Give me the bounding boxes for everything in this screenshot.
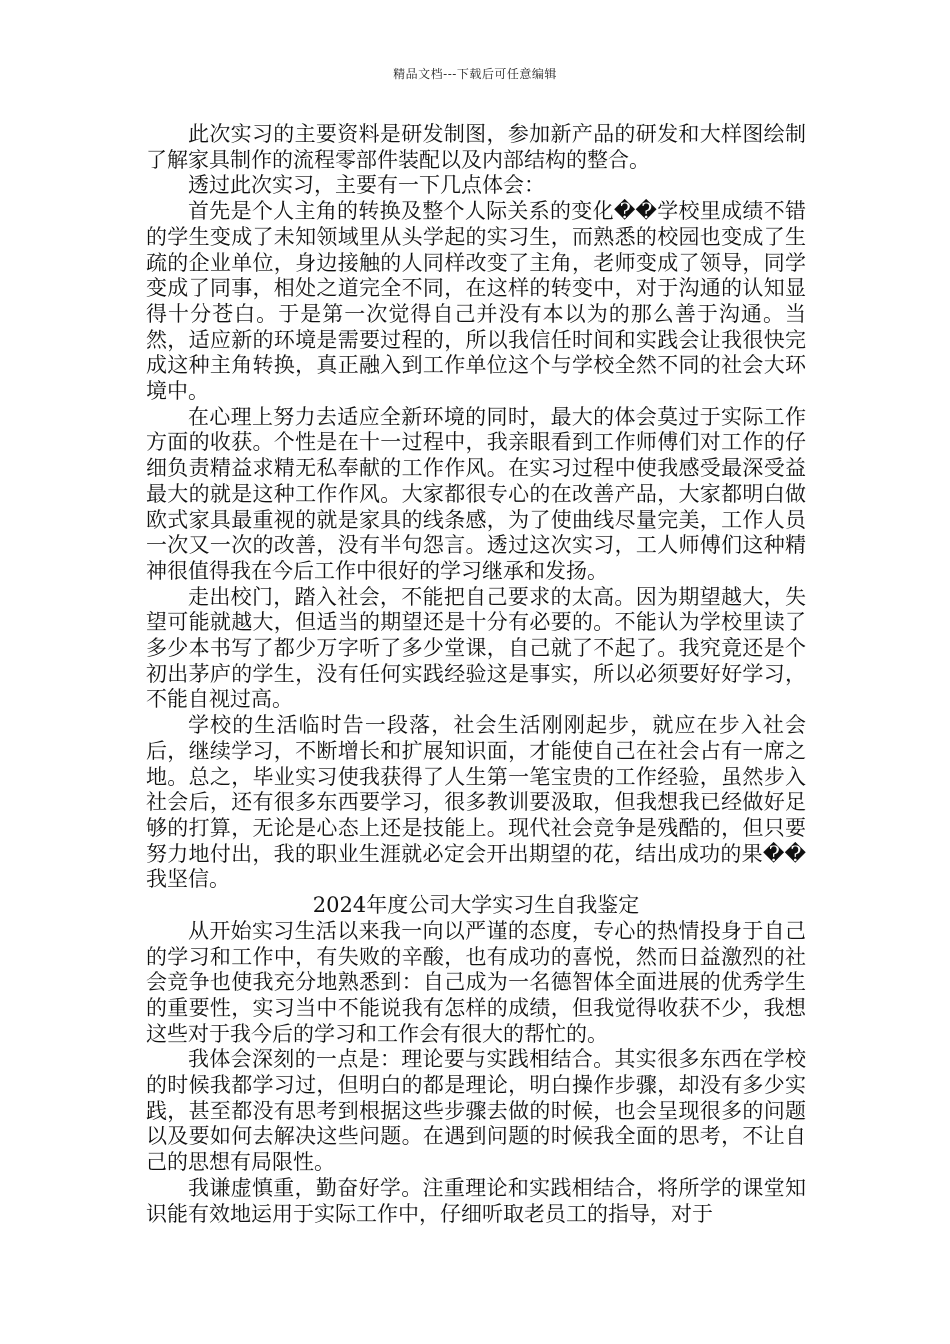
paragraph: 透过此次实习，主要有一下几点体会： bbox=[188, 173, 545, 198]
paragraph: 我体会深刻的一点是：理论要与实践相结合。其实很多东西在学校的时候我都学习过，但明白的都是理论，明白操作步骤，却没有多少实践，甚至都没有思考到根据这些步骤去做的时候，也会呈现很多的问题以及要如何去解决这些问题。在遇到问题的时候我全面的思考，不让自己的思想有局限性。 bbox=[146, 1047, 806, 1175]
paragraph: 此次实习的主要资料是研发制图，参加新产品的研发和大样图绘制了解家具制作的流程零部件装配以及内部结构的整合。 bbox=[146, 122, 806, 172]
document-body bbox=[146, 122, 806, 1227]
page-header: 精品文档---下载后可任意编辑 bbox=[393, 67, 557, 81]
section-heading: 2024年度公司大学实习生自我鉴定 bbox=[312, 893, 640, 918]
paragraph: 在心理上努力去适应全新环境的同时，最大的体会莫过于实际工作方面的收获。个性是在十一过程中，我亲眼看到工作师傅们对工作的仔细负责精益求精无私奉献的工作作风。在实习过程中使我感受最深受益最大的就是这种工作作风。大家都很专心的在改善产品，大家都明白做欧式家具最重视的就是家具的线条感，为了使曲线尽量完美，工作人员一次又一次的改善，没有半句怨言。透过这次实习，工人师傅们这种精神很值得我在今后工作中很好的学习继承和发扬。 bbox=[146, 404, 806, 583]
paragraph: 从开始实习生活以来我一向以严谨的态度，专心的热情投身于自己的学习和工作中，有失败的辛酸，也有成功的喜悦，然而日益激烈的社会竞争也使我充分地熟悉到：自己成为一名德智体全面进展的优秀学生的重要性，实习当中不能说我有怎样的成绩，但我觉得收获不少，我想这些对于我今后的学习和工作会有很大的帮忙的。 bbox=[146, 918, 806, 1046]
paragraph: 走出校门，踏入社会，不能把自己要求的太高。因为期望越大，失望可能就越大，但适当的期望还是十分有必要的。不能认为学校里读了多少本书写了都少万字听了多少堂课，自己就了不起了。我究竟还是个初出茅庐的学生，没有任何实践经验这是事实，所以必须要好好学习，不能自视过高。 bbox=[146, 584, 806, 712]
paragraph: 首先是个人主角的转换及整个人际关系的变化��学校里成绩不错的学生变成了未知领域里从头学起的实习生，而熟悉的校园也变成了生疏的企业单位，身边接触的人同样改变了主角，老师变成了领导，同学变成了同事，相处之道完全不同，在这样的转变中，对于沟通的认知显得十分苍白。于是第一次觉得自己并没有本以为的那么善于沟通。当然，适应新的环境是需要过程的，所以我信任时间和实践会让我很快完成这种主角转换，真正融入到工作单位这个与学校全然不同的社会大环境中。 bbox=[146, 199, 806, 404]
paragraph: 我谦虚慎重，勤奋好学。注重理论和实践相结合，将所学的课堂知识能有效地运用于实际工作中，仔细听取老员工的指导，对于 bbox=[146, 1175, 806, 1226]
paragraph: 学校的生活临时告一段落，社会生活刚刚起步，就应在步入社会后，继续学习，不断增长和扩展知识面，才能使自己在社会占有一席之地。总之，毕业实习使我获得了人生第一笔宝贵的工作经验，虽然步入社会后，还有很多东西要学习，很多教训要汲取，但我想我已经做好足够的打算，无论是心态上还是技能上。现代社会竞争是残酷的，但只要努力地付出，我的职业生涯就必定会开出期望的花，结出成功的果��我坚信。 bbox=[146, 713, 806, 892]
